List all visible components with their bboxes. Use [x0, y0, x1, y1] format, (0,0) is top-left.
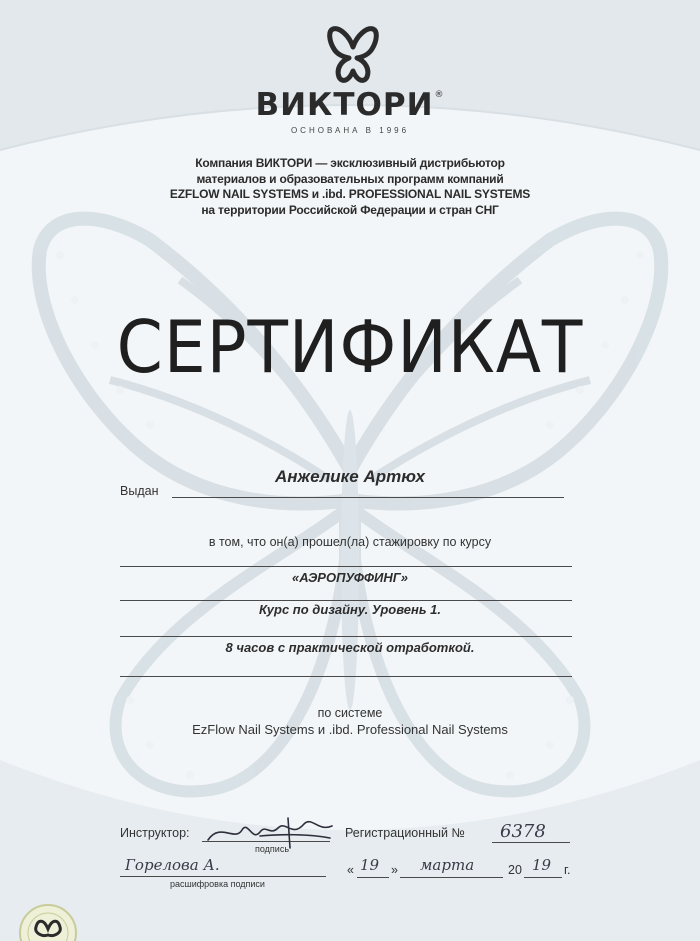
- signature-caption: подпись: [255, 844, 290, 854]
- registered-mark: ®: [434, 90, 445, 100]
- system-label: по системе: [317, 706, 383, 720]
- intro-line-4: на территории Российской Федерации и стран СНГ: [201, 202, 499, 217]
- registration-underline: [492, 842, 570, 843]
- date-day: 19: [360, 856, 380, 874]
- signature-decode-underline: [120, 876, 326, 877]
- butterfly-logo-icon: [327, 25, 379, 85]
- date-close-quote: »: [391, 863, 398, 877]
- date-year-underline: [524, 877, 562, 878]
- date-month: марта: [420, 856, 475, 874]
- recipient-underline: [172, 497, 564, 498]
- signature-decode-caption: расшифровка подписи: [170, 879, 265, 889]
- brand-name: ВИКТОРИ®: [255, 87, 445, 123]
- intro-text: [150, 156, 550, 218]
- course-level: Курс по дизайну. Уровень 1.: [258, 602, 442, 617]
- course-hours: 8 часов с практической отработкой.: [225, 640, 475, 655]
- system-name: EzFlow Nail Systems и .ibd. Professional Nail Systems: [192, 722, 508, 737]
- instructor-label: Инструктор:: [120, 826, 190, 840]
- date-day-underline: [357, 877, 389, 878]
- course-line-3: [120, 636, 572, 637]
- intro-line-3: EZFLOW NAIL SYSTEMS и .ibd. PROFESSIONAL NAIL SYSTEMS: [169, 187, 531, 201]
- stamp-seal: [18, 893, 78, 941]
- date-month-underline: [400, 877, 503, 878]
- registration-label: Регистрационный №: [345, 826, 465, 840]
- brand-founded: ОСНОВАНА В 1996: [290, 126, 410, 135]
- intro-line-2: материалов и образовательных программ компаний: [196, 171, 504, 186]
- date-year: 19: [532, 856, 552, 874]
- intro-line-1: Компания ВИКТОРИ — эксклюзивный дистрибьютор: [195, 156, 505, 170]
- course-line-1: [120, 566, 572, 567]
- date-open-quote: «: [347, 863, 354, 877]
- date-year-unit: г.: [564, 863, 571, 877]
- issued-label: Выдан: [120, 484, 159, 498]
- course-line-2: [120, 600, 572, 601]
- course-line-4: [120, 676, 572, 677]
- date-year-prefix: 20: [508, 863, 522, 877]
- course-intro-text: в том, что он(а) прошел(ла) стажировку по курсу: [208, 535, 492, 549]
- certificate-title: СЕРТИФИКАТ: [116, 305, 584, 389]
- instructor-name-handwritten: Горелова А.: [125, 856, 220, 874]
- registration-number: 6378: [500, 821, 546, 842]
- course-name: «АЭРОПУФФИНГ»: [291, 570, 408, 585]
- recipient-name: Анжелике Артюх: [275, 467, 425, 486]
